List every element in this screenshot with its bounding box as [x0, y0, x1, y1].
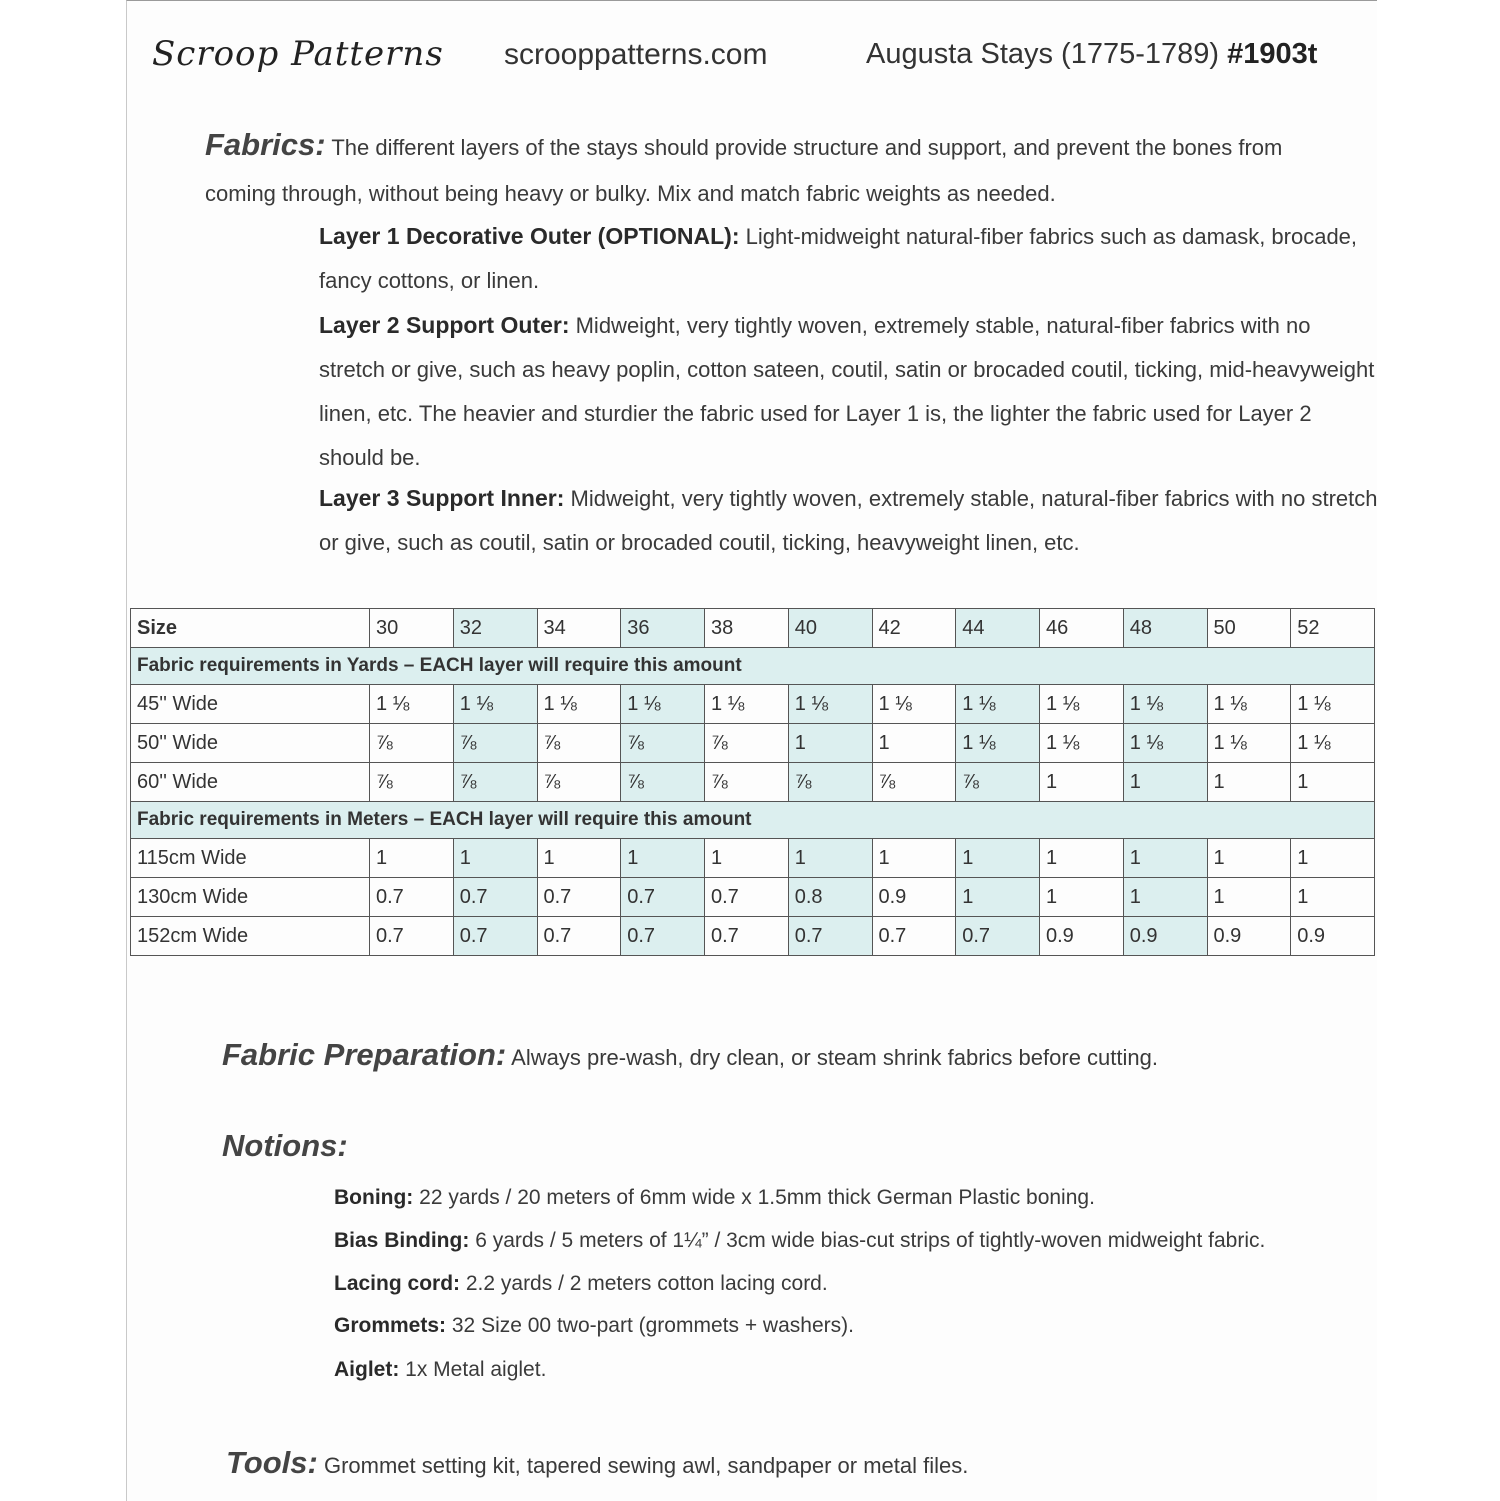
table-cell: 1 — [370, 839, 454, 878]
table-cell: 0.9 — [1207, 917, 1291, 956]
table-cell: ⅞ — [788, 763, 872, 802]
row-label: 60'' Wide — [131, 763, 370, 802]
meters-section-heading — [131, 802, 1375, 839]
table-cell: ⅞ — [621, 724, 705, 763]
table-cell: ⅞ — [537, 724, 621, 763]
fabric-preparation-section — [222, 1032, 1322, 1081]
pattern-number: #1903t — [1227, 38, 1318, 70]
size-header-cell: 52 — [1291, 609, 1375, 648]
table-cell: 1 ⅛ — [370, 685, 454, 724]
table-cell: 1 — [788, 839, 872, 878]
size-header-cell: 42 — [872, 609, 956, 648]
table-row — [131, 878, 1375, 917]
notion-label: Bias Binding: — [334, 1229, 470, 1252]
table-cell: 1 — [1207, 878, 1291, 917]
table-cell: 1 — [1207, 763, 1291, 802]
size-header-cell: 50 — [1207, 609, 1291, 648]
table-cell: 1 — [1040, 839, 1124, 878]
table-cell: ⅞ — [956, 763, 1040, 802]
notion-text: 1x Metal aiglet. — [405, 1358, 547, 1381]
table-cell: 1 ⅛ — [956, 685, 1040, 724]
table-cell: 1 ⅛ — [1207, 685, 1291, 724]
table-cell: 0.9 — [1291, 917, 1375, 956]
table-cell: ⅞ — [370, 724, 454, 763]
table-cell: 0.7 — [956, 917, 1040, 956]
size-header-row — [131, 609, 1375, 648]
layer-1-text: Light-midweight natural-fiber fabrics such as damask, brocade, fancy cottons, or linen. — [319, 224, 1358, 293]
table-cell: 1 — [872, 839, 956, 878]
table-cell: 0.9 — [1123, 917, 1207, 956]
table-row — [131, 839, 1375, 878]
table-row — [131, 763, 1375, 802]
size-header-cell: 34 — [537, 609, 621, 648]
tools-text: Grommet setting kit, tapered sewing awl, sandpaper or metal files. — [323, 1453, 969, 1478]
table-cell: 0.7 — [537, 878, 621, 917]
row-label: 45'' Wide — [131, 685, 370, 724]
layer-2-label: Layer 2 Support Outer: — [319, 312, 570, 338]
table-cell: 0.9 — [872, 878, 956, 917]
notion-text: 22 yards / 20 meters of 6mm wide x 1.5mm thick German Plastic boning. — [419, 1186, 1095, 1209]
layer-2-text: Midweight, very tightly woven, extremely stable, natural-fiber fabrics with no stretch or give, such as heavy poplin, cotton sateen, coutil, satin or brocaded coutil, ticking, mid-heavyweight linen, etc. The heavier and sturdier the fabric used for Layer 1 is, the lighter the fabric used for Layer 2 should be. — [319, 313, 1375, 470]
table-cell: 1 ⅛ — [1040, 724, 1124, 763]
row-label: 50'' Wide — [131, 724, 370, 763]
table-cell: 1 — [1123, 839, 1207, 878]
layer-1-label: Layer 1 Decorative Outer (OPTIONAL): — [319, 223, 740, 249]
notions-heading: Notions: — [222, 1128, 348, 1163]
table-cell: 1 — [956, 878, 1040, 917]
layer-2 — [319, 303, 1381, 480]
row-label: 152cm Wide — [131, 917, 370, 956]
table-cell: 1 — [788, 724, 872, 763]
table-cell: 1 — [1040, 878, 1124, 917]
table-row — [131, 724, 1375, 763]
table-cell: 1 — [1123, 878, 1207, 917]
size-header-label: Size — [131, 609, 370, 648]
table-cell: 1 — [872, 724, 956, 763]
table-cell: 0.7 — [537, 917, 621, 956]
table-cell: 0.7 — [621, 878, 705, 917]
table-cell: 0.7 — [872, 917, 956, 956]
notion-text: 6 yards / 5 meters of 1¼” / 3cm wide bias-cut strips of tightly-woven midweight fabric. — [475, 1229, 1266, 1252]
table-row — [131, 917, 1375, 956]
table-cell: 0.9 — [1040, 917, 1124, 956]
notion-boning — [334, 1186, 1095, 1210]
table-cell: 1 ⅛ — [1040, 685, 1124, 724]
size-header-cell: 48 — [1123, 609, 1207, 648]
table-cell: 1 ⅛ — [705, 685, 789, 724]
pattern-name: Augusta Stays (1775-1789) — [866, 38, 1220, 70]
size-header-cell: 36 — [621, 609, 705, 648]
table-cell: 1 ⅛ — [956, 724, 1040, 763]
fabric-preparation-text: Always pre-wash, dry clean, or steam shrink fabrics before cutting. — [511, 1045, 1158, 1070]
table-cell: 1 ⅛ — [1291, 685, 1375, 724]
fabrics-section — [205, 122, 1315, 217]
table-cell: 1 ⅛ — [872, 685, 956, 724]
table-cell: ⅞ — [537, 763, 621, 802]
table-cell: 1 — [1040, 763, 1124, 802]
layer-3-label: Layer 3 Support Inner: — [319, 485, 565, 511]
brand-name: Scroop Patterns — [152, 34, 444, 74]
size-header-cell: 32 — [453, 609, 537, 648]
table-cell: 1 — [1291, 839, 1375, 878]
fabrics-intro: The different layers of the stays should provide structure and support, and prevent the bones from coming through, without being heavy or bulky. Mix and match fabric weights as needed. — [205, 135, 1283, 206]
row-label: 130cm Wide — [131, 878, 370, 917]
pattern-title — [866, 38, 1317, 71]
notion-label: Grommets: — [334, 1314, 447, 1337]
notion-label: Aiglet: — [334, 1358, 400, 1381]
table-cell: 1 — [705, 839, 789, 878]
site-url: scrooppatterns.com — [504, 38, 768, 71]
size-header-cell: 44 — [956, 609, 1040, 648]
notion-text: 2.2 yards / 2 meters cotton lacing cord. — [465, 1272, 828, 1295]
table-cell: 1 ⅛ — [621, 685, 705, 724]
table-cell: ⅞ — [370, 763, 454, 802]
table-cell: 1 — [621, 839, 705, 878]
table-cell: 0.8 — [788, 878, 872, 917]
fabrics-heading: Fabrics: — [205, 127, 326, 162]
table-cell: 0.7 — [705, 878, 789, 917]
fabric-requirements-table — [130, 608, 1375, 956]
table-cell: 1 — [537, 839, 621, 878]
yards-section-heading — [131, 648, 1375, 685]
fabric-preparation-heading: Fabric Preparation: — [222, 1037, 507, 1072]
table-row — [131, 685, 1375, 724]
table-cell: 0.7 — [788, 917, 872, 956]
table-cell: 1 ⅛ — [1123, 685, 1207, 724]
table-cell: 1 — [1207, 839, 1291, 878]
size-header-cell: 46 — [1040, 609, 1124, 648]
size-header-cell: 30 — [370, 609, 454, 648]
notion-grommets — [334, 1314, 854, 1338]
table-cell: ⅞ — [453, 724, 537, 763]
page-header — [152, 30, 1352, 90]
layer-1 — [319, 214, 1379, 303]
table-cell: 0.7 — [621, 917, 705, 956]
notion-lacing-cord — [334, 1272, 828, 1296]
table-cell: 1 — [1291, 763, 1375, 802]
table-cell: 1 ⅛ — [788, 685, 872, 724]
notion-label: Lacing cord: — [334, 1272, 461, 1295]
tools-section — [226, 1440, 1326, 1489]
table-cell: 1 ⅛ — [537, 685, 621, 724]
table-cell: 1 — [1291, 878, 1375, 917]
table-cell: 1 ⅛ — [453, 685, 537, 724]
table-cell: 0.7 — [453, 917, 537, 956]
table-cell: 1 ⅛ — [1123, 724, 1207, 763]
table-cell: 0.7 — [705, 917, 789, 956]
meters-section-heading-label: Fabric requirements in Meters – EACH layer will require this amount — [131, 802, 1375, 839]
size-header-cell: 40 — [788, 609, 872, 648]
table-cell: 1 ⅛ — [1207, 724, 1291, 763]
table-cell: 0.7 — [453, 878, 537, 917]
table-cell: 1 — [453, 839, 537, 878]
layer-3 — [319, 476, 1379, 565]
table-cell: ⅞ — [872, 763, 956, 802]
table-cell: ⅞ — [705, 724, 789, 763]
tools-heading: Tools: — [226, 1445, 318, 1480]
table-cell: 1 — [1123, 763, 1207, 802]
table-cell: 1 ⅛ — [1291, 724, 1375, 763]
notion-text: 32 Size 00 two-part (grommets + washers). — [451, 1314, 854, 1337]
row-label: 115cm Wide — [131, 839, 370, 878]
table-cell: ⅞ — [453, 763, 537, 802]
table-cell: ⅞ — [621, 763, 705, 802]
table-cell: ⅞ — [705, 763, 789, 802]
notion-aiglet — [334, 1358, 546, 1382]
table-cell: 0.7 — [370, 917, 454, 956]
yards-section-heading-label: Fabric requirements in Yards – EACH layer will require this amount — [131, 648, 1375, 685]
table-cell: 1 — [956, 839, 1040, 878]
layer-3-text: Midweight, very tightly woven, extremely stable, natural-fiber fabrics with no stretch or give, such as coutil, satin or brocaded coutil, ticking, heavyweight linen, etc. — [319, 486, 1378, 555]
notion-label: Boning: — [334, 1186, 414, 1209]
table-cell: 0.7 — [370, 878, 454, 917]
notion-bias-binding — [334, 1229, 1265, 1253]
size-header-cell: 38 — [705, 609, 789, 648]
